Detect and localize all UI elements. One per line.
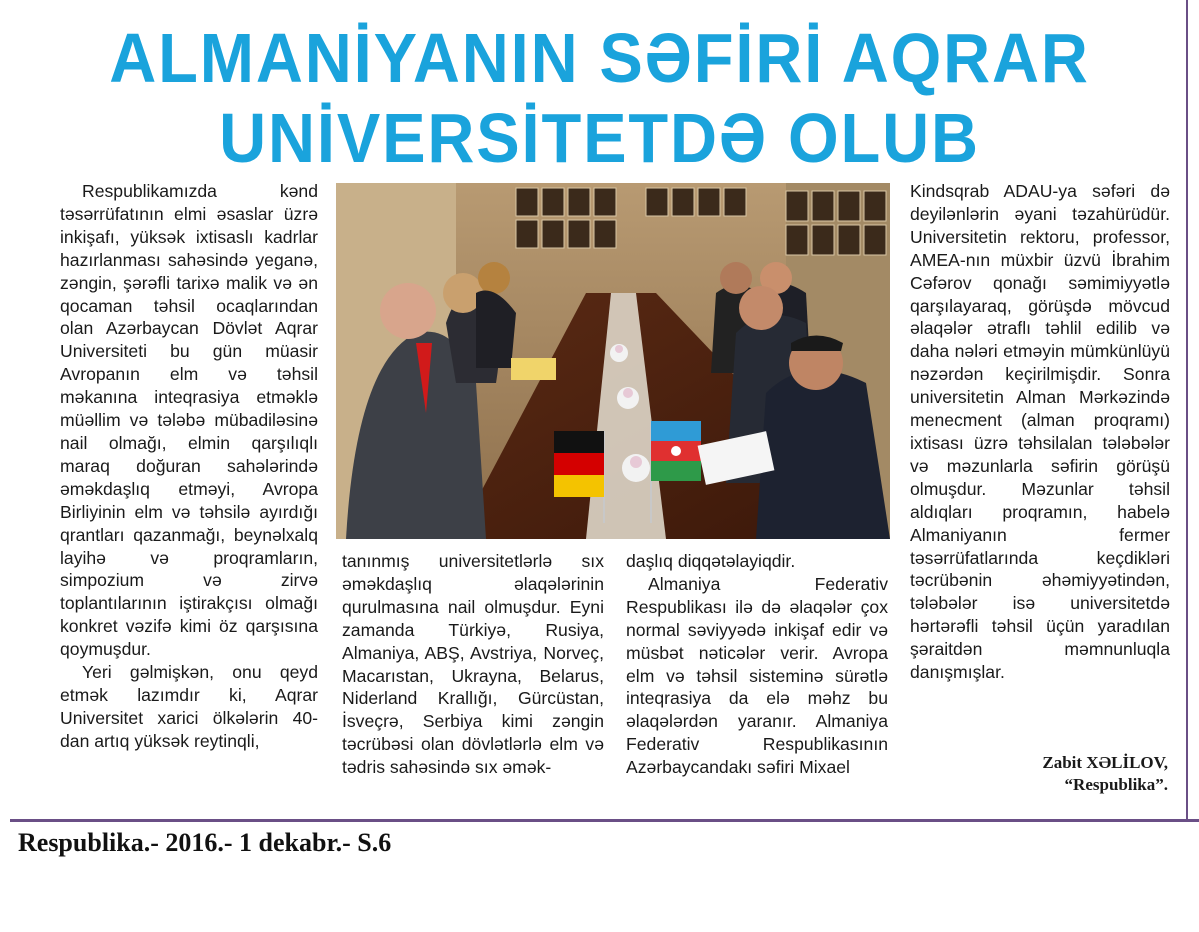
- byline-paper: “Respublika”.: [1064, 775, 1168, 794]
- page-border-bottom: [10, 819, 1199, 822]
- meeting-photo: [336, 183, 890, 539]
- article-paragraph: daşlıq diqqətəlayiqdir.: [626, 551, 796, 571]
- byline: [910, 752, 1168, 796]
- meeting-photo-illustration: [336, 183, 890, 539]
- headline-line-2: UNİVERSİTETDƏ OLUB: [219, 99, 980, 177]
- article-paragraph: Almaniya Federativ Respublikası ilə də əlaqələr çox normal səviyyədə inkişaf edir və müsbət nəticələr verir. Avropa elm və təhsil sisteminə sürətlə inteqrasiya da elə məhz bu əlaqələrdən yaranır. Almaniya Federativ Respublikasının Azərbaycandakı səfiri Mixael: [626, 573, 888, 778]
- article-paragraph: Respublikamızda kənd təsərrüfatının elmi əsaslar üzrə inkişafı, yüksək ixtisaslı kadrlar hazırlanması sahəsində yeganə, zəngin, şərəfli tarixə malik və ən qocaman təhsil ocaqlarından olan Azərbaycan Dövlət Aqrar Universiteti bu gün müasir Avropanın elm və təhsil məkanına inteqrasiya etməklə müəllim və tələbə mübadiləsinə nail olmağı, elmin qarşılıqlı maraq doğuran sahələrində əməkdaşlıq etməyi, Avropa Birliyinin elm və təhsilə ayırdığı qrantları qazanmağı, beynəlxalq layihə və proqramların, simpozium və zirvə toplantılarının iştirakçısı olmağı konkret vəzifə kimi öz qarşısına qoymuşdur.: [60, 181, 318, 660]
- article-column-2: [342, 550, 604, 779]
- headline-line-1: ALMANİYANIN SƏFİRİ AQRAR: [109, 19, 1090, 97]
- article-column-4: [910, 180, 1170, 684]
- source-citation: Respublika.- 2016.- 1 dekabr.- S.6: [18, 828, 392, 857]
- headline: [42, 18, 1157, 178]
- byline-author: Zabit XƏLİLOV,: [1042, 753, 1168, 772]
- page-border-right: [1186, 0, 1188, 820]
- article-paragraph: Kindsqrab ADAU-ya səfəri də deyilənlərin əyani təzahürüdür. Universitetin rektoru, professor, AMEA-nın müxbir üzvü İbrahim Cəfərov qonağı səmimiyyətlə qarşılayaraq, görüşdə mövcud əlaqələr ətraflı təhlil edilib və daha nələri etməyin mümkünlüyü nəzərdən keçirilmişdir. Sonra universitetin Alman Mərkəzində menecment (alman proqramı) ixtisası üzrə təhsilalan tələbələr və məzunlarla səfirin görüşü olmuşdur. Məzunlar təhsil aldıqları proqramın, habelə Almaniyanın fermer təsərrüfatlarında keçdikləri təcrübənin əhəmiyyətindən, tələbələr isə universitetdə hərtərəfli təhsil üçün yaradılan şəraitdən məmnunluqla danışmışlar.: [910, 181, 1170, 683]
- article-column-3: [626, 550, 888, 779]
- article-paragraph: tanınmış universitetlərlə sıx əməkdaşlıq əlaqələrinin qurulmasına nail olmuşdur. Eyni zamanda Türkiyə, Rusiya, Almaniya, ABŞ, Avstriya, Norveç, Macarıstan, Ukrayna, Belarus, Niderland Krallığı, Gürcüstan, İsveçrə, Serbiya kimi zəngin təcrübəsi olan dövlətlərlə elm və tədris sahəsində sıx əmək-: [342, 551, 604, 778]
- article-column-1: [60, 180, 318, 753]
- article-paragraph: Yeri gəlmişkən, onu qeyd etmək lazımdır ki, Aqrar Universitet xarici ölkələrin 40-dan artıq yüksək reytinqli,: [60, 662, 318, 751]
